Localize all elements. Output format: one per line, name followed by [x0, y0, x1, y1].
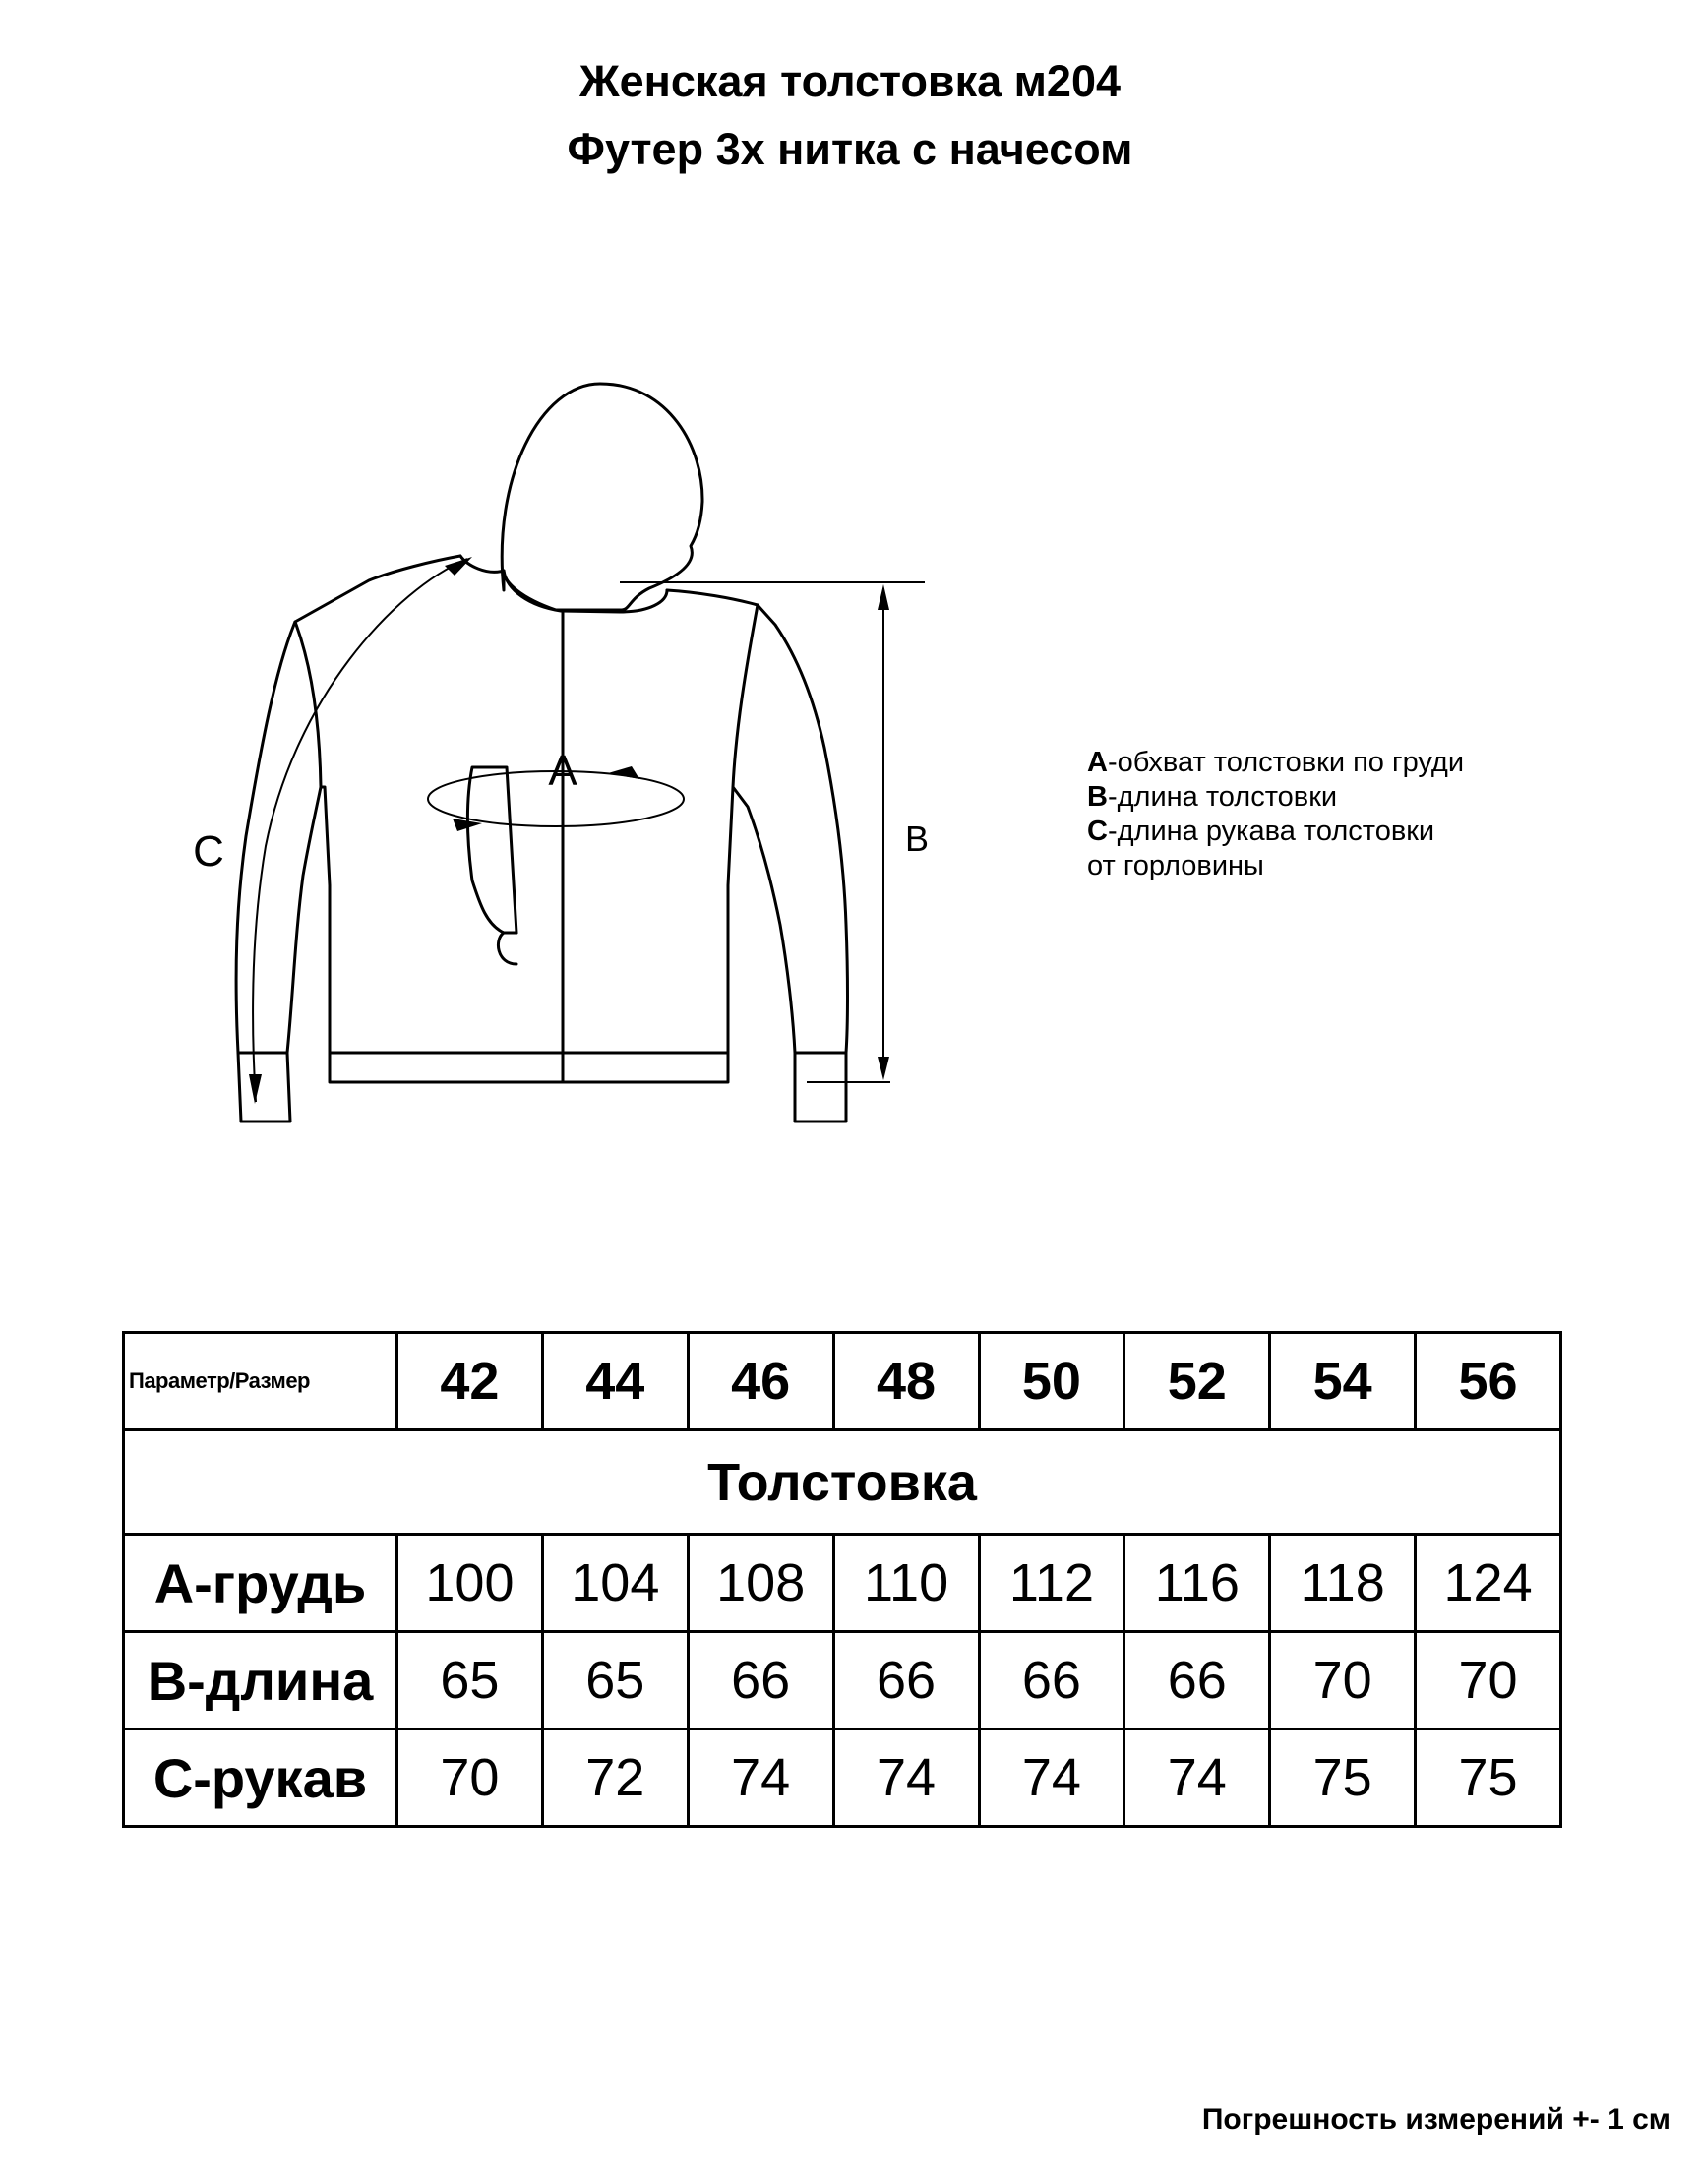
table-cell: 75	[1416, 1729, 1561, 1827]
size-header: 50	[979, 1333, 1124, 1430]
label-b: B	[904, 819, 930, 859]
right-cuff	[795, 1053, 846, 1122]
table-cell: 70	[1270, 1632, 1416, 1729]
size-header: 54	[1270, 1333, 1416, 1430]
size-table	[122, 1331, 1562, 1828]
size-header: 42	[397, 1333, 543, 1430]
table-cell: 100	[397, 1535, 543, 1632]
table-cell: 70	[1416, 1632, 1561, 1729]
table-cell: 65	[542, 1632, 688, 1729]
table-cell: 72	[542, 1729, 688, 1827]
legend-item-c: C-длина рукава толстовки	[1087, 816, 1435, 847]
table-cell: 108	[688, 1535, 833, 1632]
page-subtitle: Футер 3х нитка с начесом	[567, 124, 1133, 174]
table-cell: 124	[1416, 1535, 1561, 1632]
label-a: A	[548, 747, 577, 795]
legend-item-c-cont: от горловины	[1087, 850, 1264, 881]
legend-item-b: B-длина толстовки	[1087, 781, 1338, 813]
table-row	[124, 1632, 1561, 1729]
table-cell: 104	[542, 1535, 688, 1632]
legend-item-a: A-обхват толстовки по груди	[1087, 747, 1465, 778]
table-row	[124, 1535, 1561, 1632]
left-cuff	[238, 1053, 290, 1122]
hood-outline	[498, 933, 516, 964]
size-header-row	[124, 1333, 1561, 1430]
table-cell: 66	[979, 1632, 1124, 1729]
section-row	[124, 1430, 1561, 1535]
param-label: А-грудь	[124, 1535, 397, 1632]
page-title: Женская толстовка м204	[578, 56, 1122, 106]
size-header: 56	[1416, 1333, 1561, 1430]
table-cell: 112	[979, 1535, 1124, 1632]
table-cell: 74	[979, 1729, 1124, 1827]
label-c: C	[193, 827, 224, 876]
table-cell: 110	[833, 1535, 979, 1632]
measurement-legend	[1087, 746, 1464, 883]
table-cell: 74	[688, 1729, 833, 1827]
table-cell: 74	[833, 1729, 979, 1827]
size-header: 46	[688, 1333, 833, 1430]
param-label: С-рукав	[124, 1729, 397, 1827]
table-cell: 74	[1124, 1729, 1270, 1827]
table-cell: 65	[397, 1632, 543, 1729]
table-cell: 116	[1124, 1535, 1270, 1632]
table-cell: 70	[397, 1729, 543, 1827]
table-cell: 66	[1124, 1632, 1270, 1729]
size-header: 52	[1124, 1333, 1270, 1430]
size-header: 48	[833, 1333, 979, 1430]
param-label: В-длина	[124, 1632, 397, 1729]
waistband	[330, 1053, 728, 1082]
section-title: Толстовка	[124, 1430, 1561, 1535]
size-header: 44	[542, 1333, 688, 1430]
table-cell: 118	[1270, 1535, 1416, 1632]
corner-header: Параметр/Размер	[124, 1333, 397, 1430]
table-row	[124, 1729, 1561, 1827]
table-cell: 75	[1270, 1729, 1416, 1827]
hoodie-diagram	[193, 374, 964, 1141]
measurement-tolerance-note: Погрешность измерений +- 1 см	[1201, 2103, 1670, 2136]
table-cell: 66	[688, 1632, 833, 1729]
table-cell: 66	[833, 1632, 979, 1729]
